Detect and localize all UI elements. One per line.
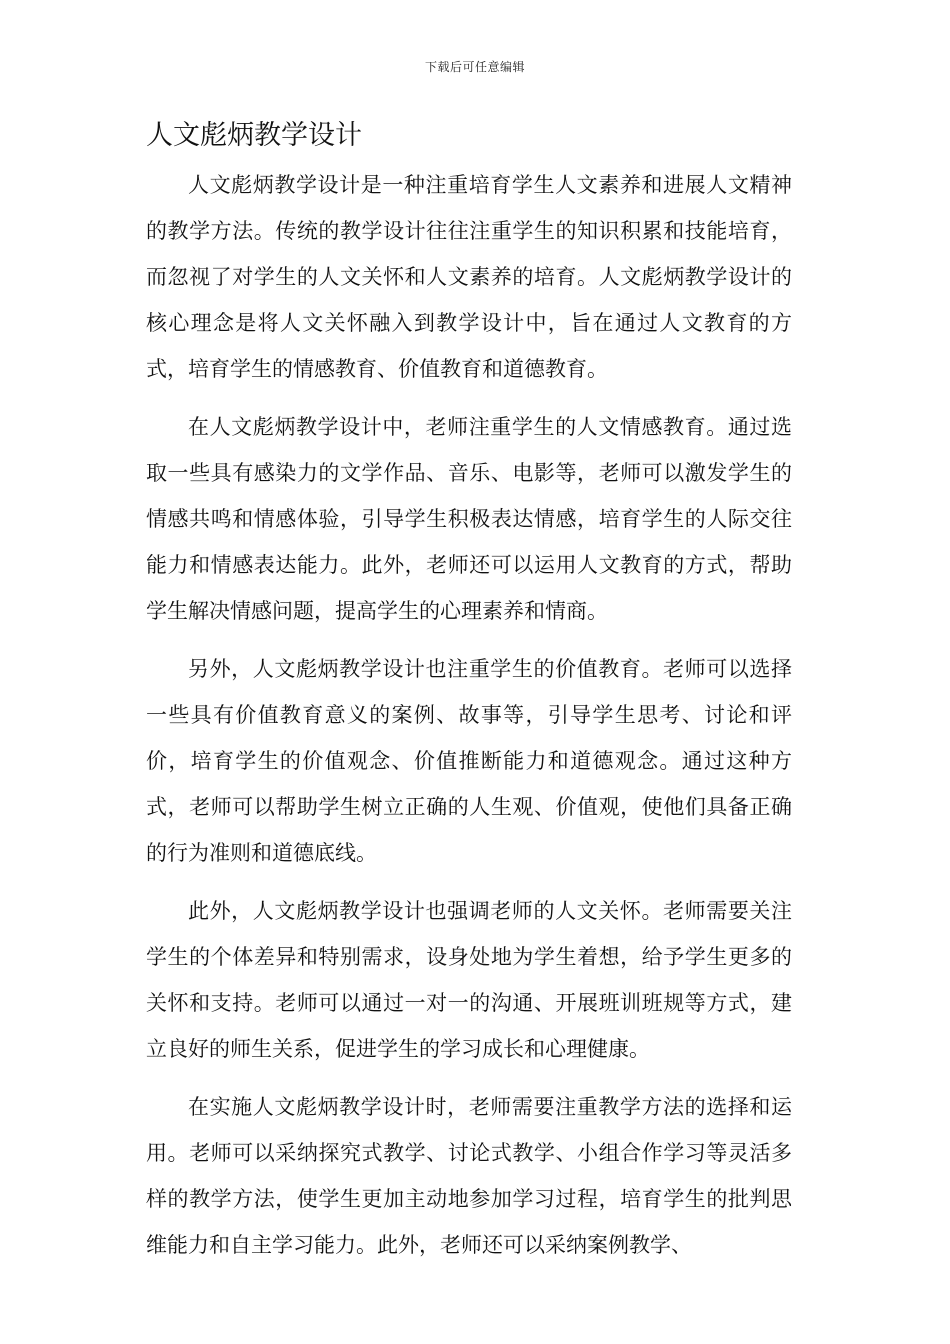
paragraph-2: 在人文彪炳教学设计中，老师注重学生的人文情感教育。通过选取一些具有感染力的文学作品、音乐、电影等，老师可以激发学生的情感共鸣和情感体验，引导学生积极表达情感，培育学生的人际交往能力和情感表达能力。此外，老师还可以运用人文教育的方式，帮助学生解决情感问题，提高学生的心理素养和情商。 (146, 415, 792, 623)
paragraph-5: 在实施人文彪炳教学设计时，老师需要注重教学方法的选择和运用。老师可以采纳探究式教学、讨论式教学、小组合作学习等灵活多样的教学方法，使学生更加主动地参加学习过程，培育学生的批判思维能力和自主学习能力。此外，老师还可以采纳案例教学、 (146, 1095, 792, 1257)
header-note: 下载后可任意编辑 (424, 60, 525, 74)
document-title: 人文彪炳教学设计 (146, 120, 362, 151)
document-body (146, 162, 792, 1280)
paragraph-1: 人文彪炳教学设计是一种注重培育学生人文素养和进展人文精神的教学方法。传统的教学设计往往注重学生的知识积累和技能培育，而忽视了对学生的人文关怀和人文素养的培育。人文彪炳教学设计的核心理念是将人文关怀融入到教学设计中，旨在通过人文教育的方式，培育学生的情感教育、价值教育和道德教育。 (146, 173, 792, 381)
paragraph-4: 此外，人文彪炳教学设计也强调老师的人文关怀。老师需要关注学生的个体差异和特别需求，设身处地为学生着想，给予学生更多的关怀和支持。老师可以通过一对一的沟通、开展班训班规等方式，建立良好的师生关系，促进学生的学习成长和心理健康。 (146, 899, 792, 1061)
paragraph-3: 另外，人文彪炳教学设计也注重学生的价值教育。老师可以选择一些具有价值教育意义的案例、故事等，引导学生思考、讨论和评价，培育学生的价值观念、价值推断能力和道德观念。通过这种方式，老师可以帮助学生树立正确的人生观、价值观，使他们具备正确的行为准则和道德底线。 (146, 657, 792, 865)
